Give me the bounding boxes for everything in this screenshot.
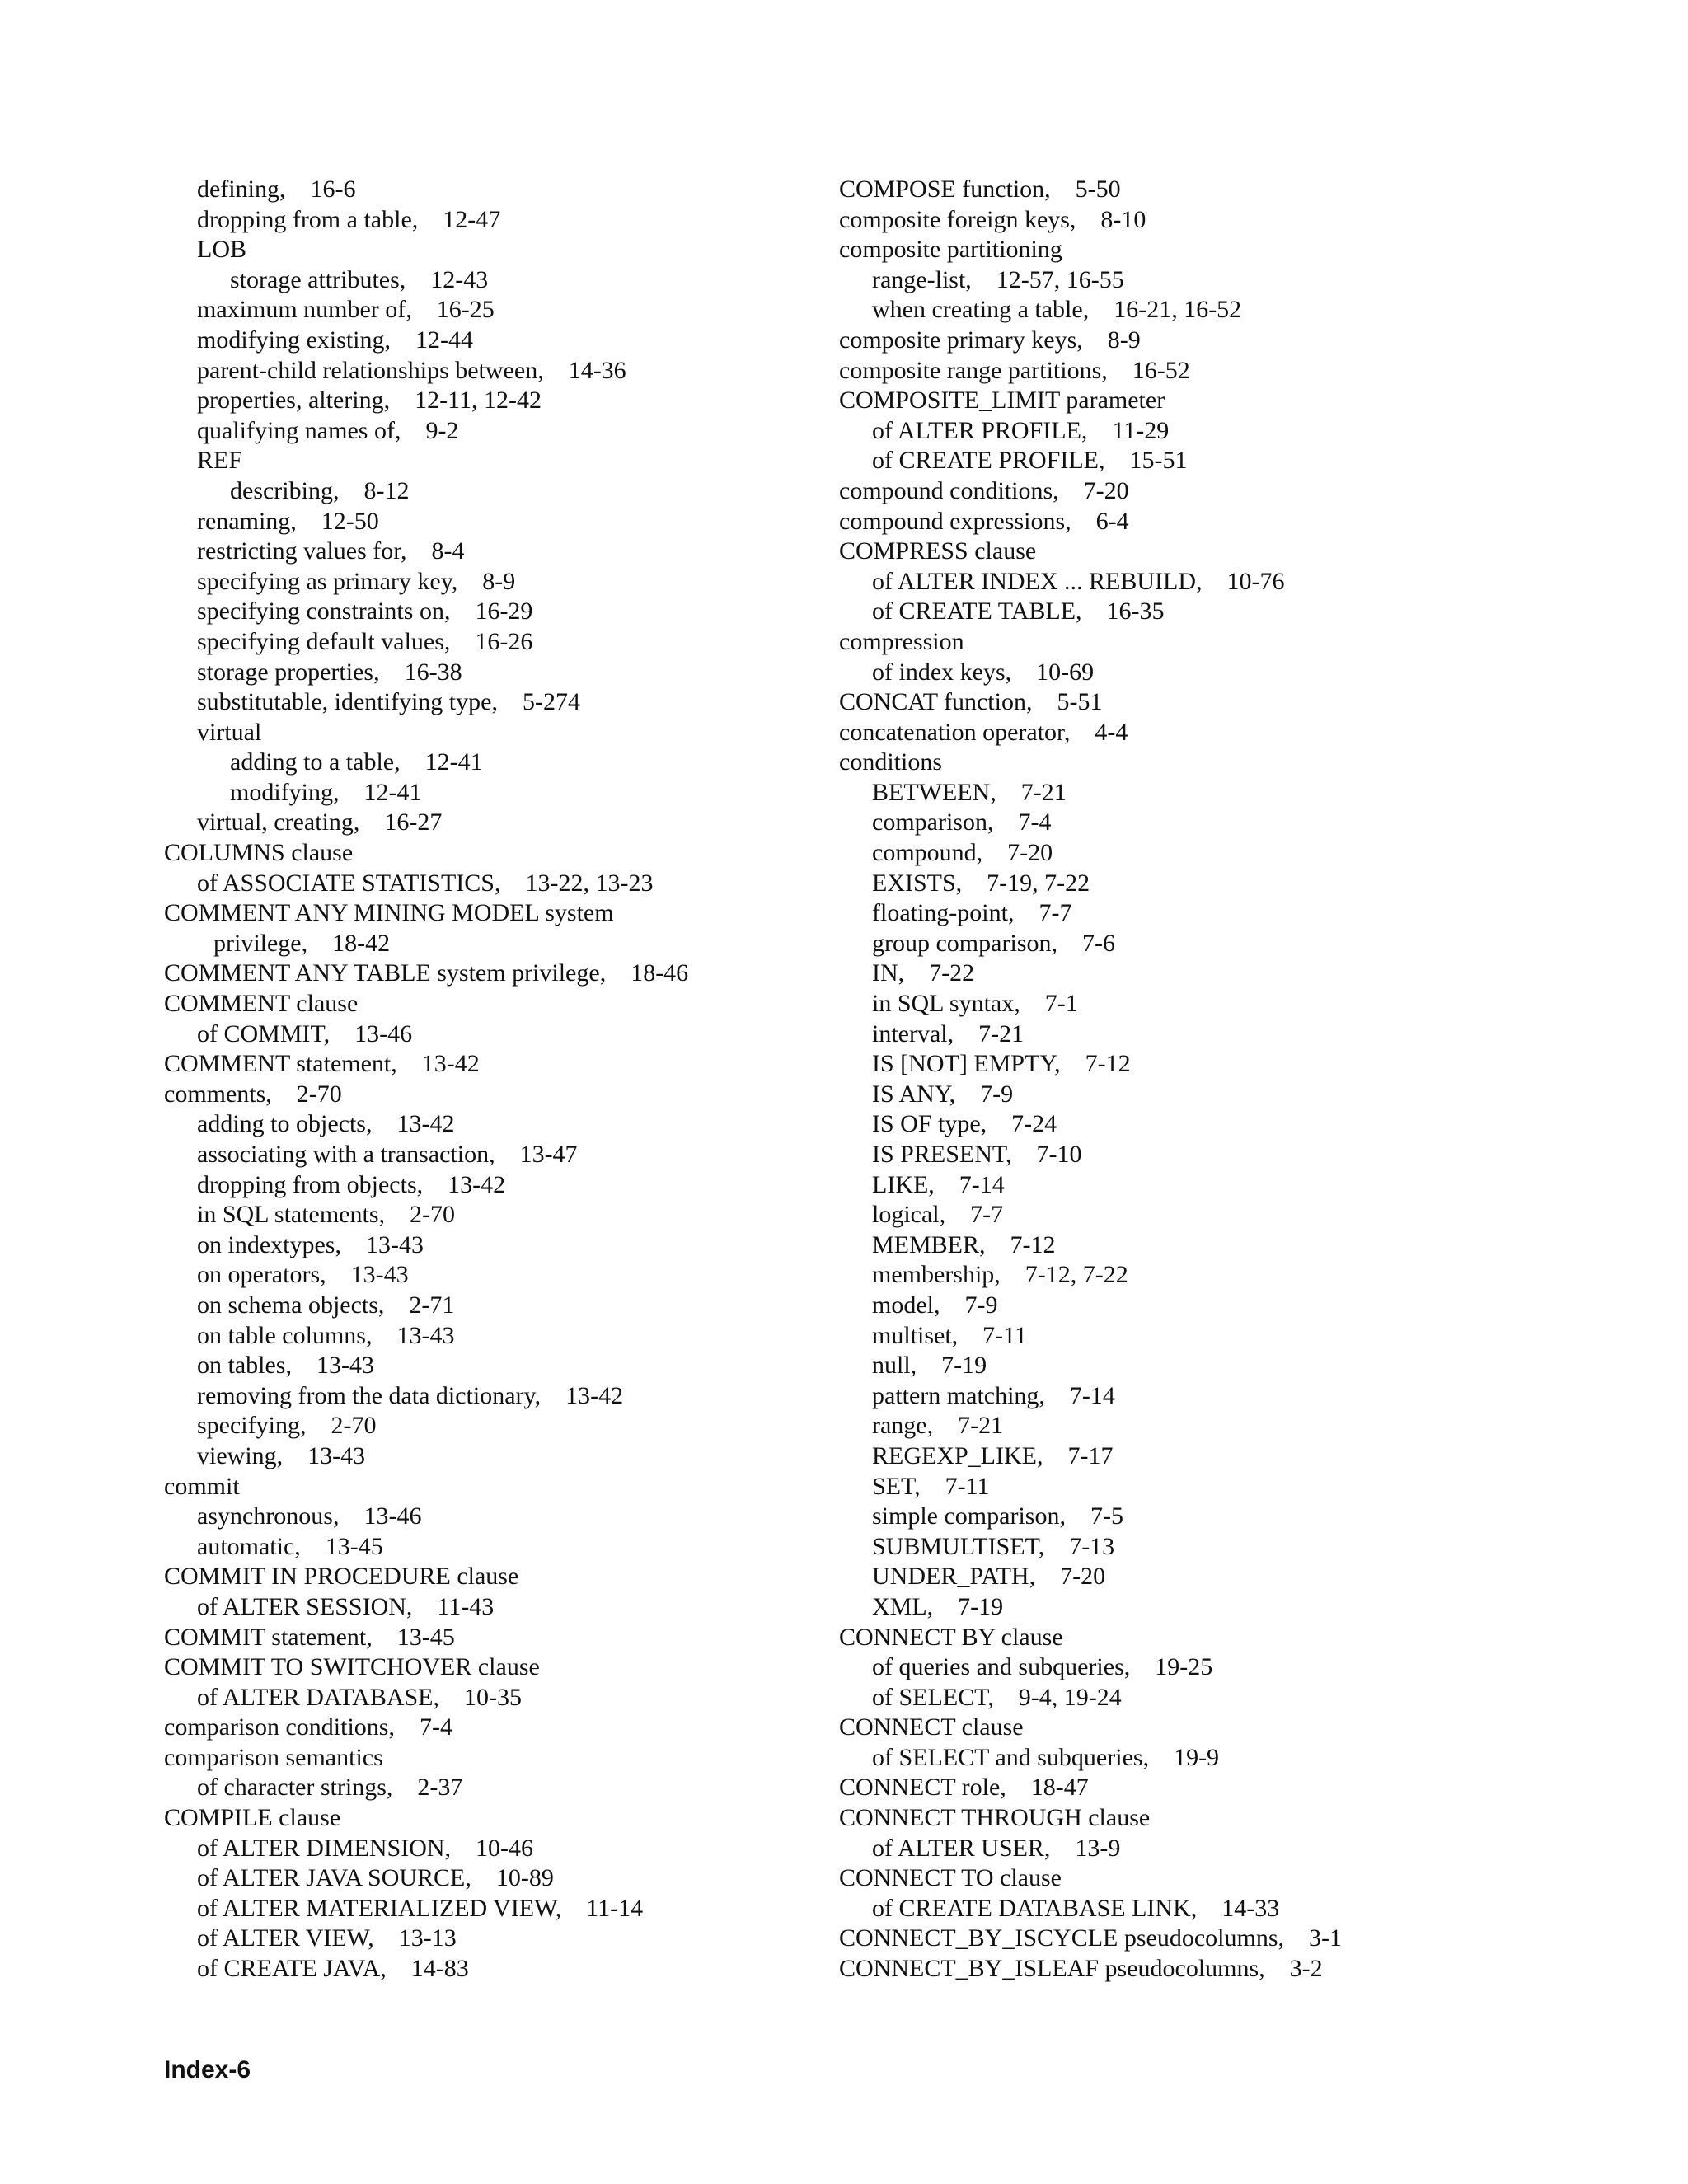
index-subentry: asynchronous, 13-46 xyxy=(197,1502,422,1530)
index-entry: COMMENT statement, 13-42 xyxy=(164,1050,480,1078)
index-subentry: dropping from a table, 12-47 xyxy=(197,205,501,233)
index-entry: CONNECT THROUGH clause xyxy=(839,1804,1151,1832)
index-entry: CONNECT role, 18-47 xyxy=(839,1774,1089,1802)
index-entry: CONNECT BY clause xyxy=(839,1623,1063,1651)
index-subentry: when creating a table, 16-21, 16-52 xyxy=(872,296,1242,324)
index-subentry: substitutable, identifying type, 5-274 xyxy=(197,688,580,716)
index-subentry: dropping from objects, 13-42 xyxy=(197,1170,506,1198)
index-entry: composite partitioning xyxy=(839,236,1062,264)
index-subentry: of ALTER MATERIALIZED VIEW, 11-14 xyxy=(197,1894,644,1922)
index-column-left xyxy=(164,175,922,1985)
index-subentry: UNDER_PATH, 7-20 xyxy=(872,1563,1106,1591)
index-entry: comments, 2-70 xyxy=(164,1080,342,1108)
index-entry: comparison conditions, 7-4 xyxy=(164,1713,452,1741)
index-subentry: qualifying names of, 9-2 xyxy=(197,416,459,444)
index-subentry: storage attributes, 12-43 xyxy=(230,265,489,293)
index-subentry: of queries and subqueries, 19-25 xyxy=(872,1653,1213,1681)
index-subentry: modifying, 12-41 xyxy=(230,778,422,806)
index-subentry: restricting values for, 8-4 xyxy=(197,537,465,565)
index-subentry: renaming, 12-50 xyxy=(197,507,379,535)
index-subentry: of ALTER USER, 13-9 xyxy=(872,1834,1121,1862)
index-subentry: specifying as primary key, 8-9 xyxy=(197,567,516,595)
index-entry: CONNECT TO clause xyxy=(839,1864,1062,1892)
index-entry: compound conditions, 7-20 xyxy=(839,476,1129,504)
index-subentry: virtual, creating, 16-27 xyxy=(197,808,443,837)
index-subentry: BETWEEN, 7-21 xyxy=(872,778,1067,806)
index-subentry: maximum number of, 16-25 xyxy=(197,296,495,324)
index-column-right xyxy=(839,175,1663,1985)
index-entry: COMMIT TO SWITCHOVER clause xyxy=(164,1653,540,1681)
index-subentry: of ALTER DATABASE, 10-35 xyxy=(197,1683,522,1711)
index-subentry: IS ANY, 7-9 xyxy=(872,1080,1014,1108)
index-subentry: of index keys, 10-69 xyxy=(872,658,1095,686)
index-subentry: specifying default values, 16-26 xyxy=(197,627,533,655)
index-subentry: XML, 7-19 xyxy=(872,1592,1004,1620)
index-entry: COMMIT statement, 13-45 xyxy=(164,1623,455,1651)
index-entry: conditions xyxy=(839,748,942,776)
index-subentry: of ALTER SESSION, 11-43 xyxy=(197,1592,495,1620)
index-subentry: LOB xyxy=(197,236,246,264)
index-subentry: REF xyxy=(197,447,243,475)
index-subentry: of SELECT and subqueries, 19-9 xyxy=(872,1743,1220,1771)
index-entry: COMMENT clause xyxy=(164,990,359,1018)
index-subentry: on indextypes, 13-43 xyxy=(197,1230,424,1258)
index-entry: COMMIT IN PROCEDURE clause xyxy=(164,1563,519,1591)
index-entry: COMMENT ANY MINING MODEL system xyxy=(164,899,614,927)
index-entry: commit xyxy=(164,1472,240,1500)
index-subentry: defining, 16-6 xyxy=(197,176,356,203)
index-subentry: on schema objects, 2-71 xyxy=(197,1291,455,1319)
index-entry: CONNECT_BY_ISCYCLE pseudocolumns, 3-1 xyxy=(839,1924,1342,1952)
index-entry: COMPILE clause xyxy=(164,1804,341,1832)
index-subentry: of character strings, 2-37 xyxy=(197,1774,463,1802)
index-subentry: EXISTS, 7-19, 7-22 xyxy=(872,869,1090,897)
index-subentry: parent-child relationships between, 14-36 xyxy=(197,356,626,384)
index-subentry: IS OF type, 7-24 xyxy=(872,1110,1057,1138)
index-entry: comparison semantics xyxy=(164,1743,383,1771)
index-subentry: on tables, 13-43 xyxy=(197,1352,374,1380)
page-number: Index-6 xyxy=(164,2056,251,2083)
index-subentry: pattern matching, 7-14 xyxy=(872,1381,1115,1409)
index-subentry: removing from the data dictionary, 13-42 xyxy=(197,1381,624,1409)
index-subentry: in SQL statements, 2-70 xyxy=(197,1201,456,1229)
index-subentry: REGEXP_LIKE, 7-17 xyxy=(872,1441,1114,1469)
index-subentry: automatic, 13-45 xyxy=(197,1532,383,1560)
index-subentry: simple comparison, 7-5 xyxy=(872,1502,1123,1530)
index-entry: composite range partitions, 16-52 xyxy=(839,356,1190,384)
index-subentry: in SQL syntax, 7-1 xyxy=(872,990,1078,1018)
index-subentry: of ALTER JAVA SOURCE, 10-89 xyxy=(197,1864,554,1892)
index-subentry: of ALTER VIEW, 13-13 xyxy=(197,1924,457,1952)
index-entry: concatenation operator, 4-4 xyxy=(839,718,1128,746)
index-entry: COMPOSITE_LIMIT parameter xyxy=(839,387,1165,415)
index-entry: compound expressions, 6-4 xyxy=(839,507,1129,535)
index-subentry: adding to objects, 13-42 xyxy=(197,1110,455,1138)
index-subentry: IS PRESENT, 7-10 xyxy=(872,1141,1082,1168)
index-entry: COMPRESS clause xyxy=(839,537,1037,565)
index-subentry: virtual xyxy=(197,718,262,746)
index-subentry: multiset, 7-11 xyxy=(872,1321,1028,1349)
index-subentry: of COMMIT, 13-46 xyxy=(197,1019,413,1047)
index-entry: compression xyxy=(839,627,964,655)
index-subentry: of CREATE TABLE, 16-35 xyxy=(872,598,1165,626)
index-entry: composite foreign keys, 8-10 xyxy=(839,205,1146,233)
index-subentry: of CREATE DATABASE LINK, 14-33 xyxy=(872,1894,1280,1922)
index-subentry: of ALTER INDEX ... REBUILD, 10-76 xyxy=(872,567,1285,595)
index-subentry: range-list, 12-57, 16-55 xyxy=(872,265,1124,293)
index-subentry: interval, 7-21 xyxy=(872,1019,1025,1047)
index-entry: COLUMNS clause xyxy=(164,839,354,867)
index-subentry: associating with a transaction, 13-47 xyxy=(197,1141,578,1168)
index-subentry: null, 7-19 xyxy=(872,1352,987,1380)
index-entry: CONNECT_BY_ISLEAF pseudocolumns, 3-2 xyxy=(839,1955,1323,1983)
index-subentry: storage properties, 16-38 xyxy=(197,658,462,686)
index-subentry: of ALTER DIMENSION, 10-46 xyxy=(197,1834,534,1862)
index-entry: COMPOSE function, 5-50 xyxy=(839,176,1121,203)
index-entry: COMMENT ANY TABLE system privilege, 18-46 xyxy=(164,959,689,987)
index-subentry: specifying, 2-70 xyxy=(197,1412,377,1440)
index-entry: composite primary keys, 8-9 xyxy=(839,326,1141,354)
index-subentry: model, 7-9 xyxy=(872,1291,998,1319)
index-subentry: range, 7-21 xyxy=(872,1412,1004,1440)
index-subentry: LIKE, 7-14 xyxy=(872,1170,1005,1198)
index-subentry: logical, 7-7 xyxy=(872,1201,1004,1229)
index-subentry: properties, altering, 12-11, 12-42 xyxy=(197,387,542,415)
index-subentry: specifying constraints on, 16-29 xyxy=(197,598,533,626)
index-subentry: of CREATE PROFILE, 15-51 xyxy=(872,447,1188,475)
index-subentry: viewing, 13-43 xyxy=(197,1441,366,1469)
index-subentry: privilege, 18-42 xyxy=(213,929,391,957)
index-subentry: describing, 8-12 xyxy=(230,476,410,504)
index-subentry: floating-point, 7-7 xyxy=(872,899,1072,927)
index-subentry: group comparison, 7-6 xyxy=(872,929,1115,957)
index-subentry: of CREATE JAVA, 14-83 xyxy=(197,1955,469,1983)
index-subentry: on operators, 13-43 xyxy=(197,1261,409,1289)
index-subentry: compound, 7-20 xyxy=(872,839,1053,867)
index-subentry: membership, 7-12, 7-22 xyxy=(872,1261,1128,1289)
index-subentry: MEMBER, 7-12 xyxy=(872,1230,1056,1258)
index-subentry: IN, 7-22 xyxy=(872,959,975,987)
index-subentry: adding to a table, 12-41 xyxy=(230,748,483,776)
index-entry: CONCAT function, 5-51 xyxy=(839,688,1103,716)
index-subentry: IS [NOT] EMPTY, 7-12 xyxy=(872,1050,1131,1078)
index-subentry: of ASSOCIATE STATISTICS, 13-22, 13-23 xyxy=(197,869,654,897)
index-subentry: SUBMULTISET, 7-13 xyxy=(872,1532,1115,1560)
index-subentry: on table columns, 13-43 xyxy=(197,1321,455,1349)
index-subentry: SET, 7-11 xyxy=(872,1472,990,1500)
index-subentry: comparison, 7-4 xyxy=(872,808,1052,837)
index-subentry: modifying existing, 12-44 xyxy=(197,326,473,354)
index-subentry: of ALTER PROFILE, 11-29 xyxy=(872,416,1170,444)
index-entry: CONNECT clause xyxy=(839,1713,1024,1741)
index-subentry: of SELECT, 9-4, 19-24 xyxy=(872,1683,1122,1711)
